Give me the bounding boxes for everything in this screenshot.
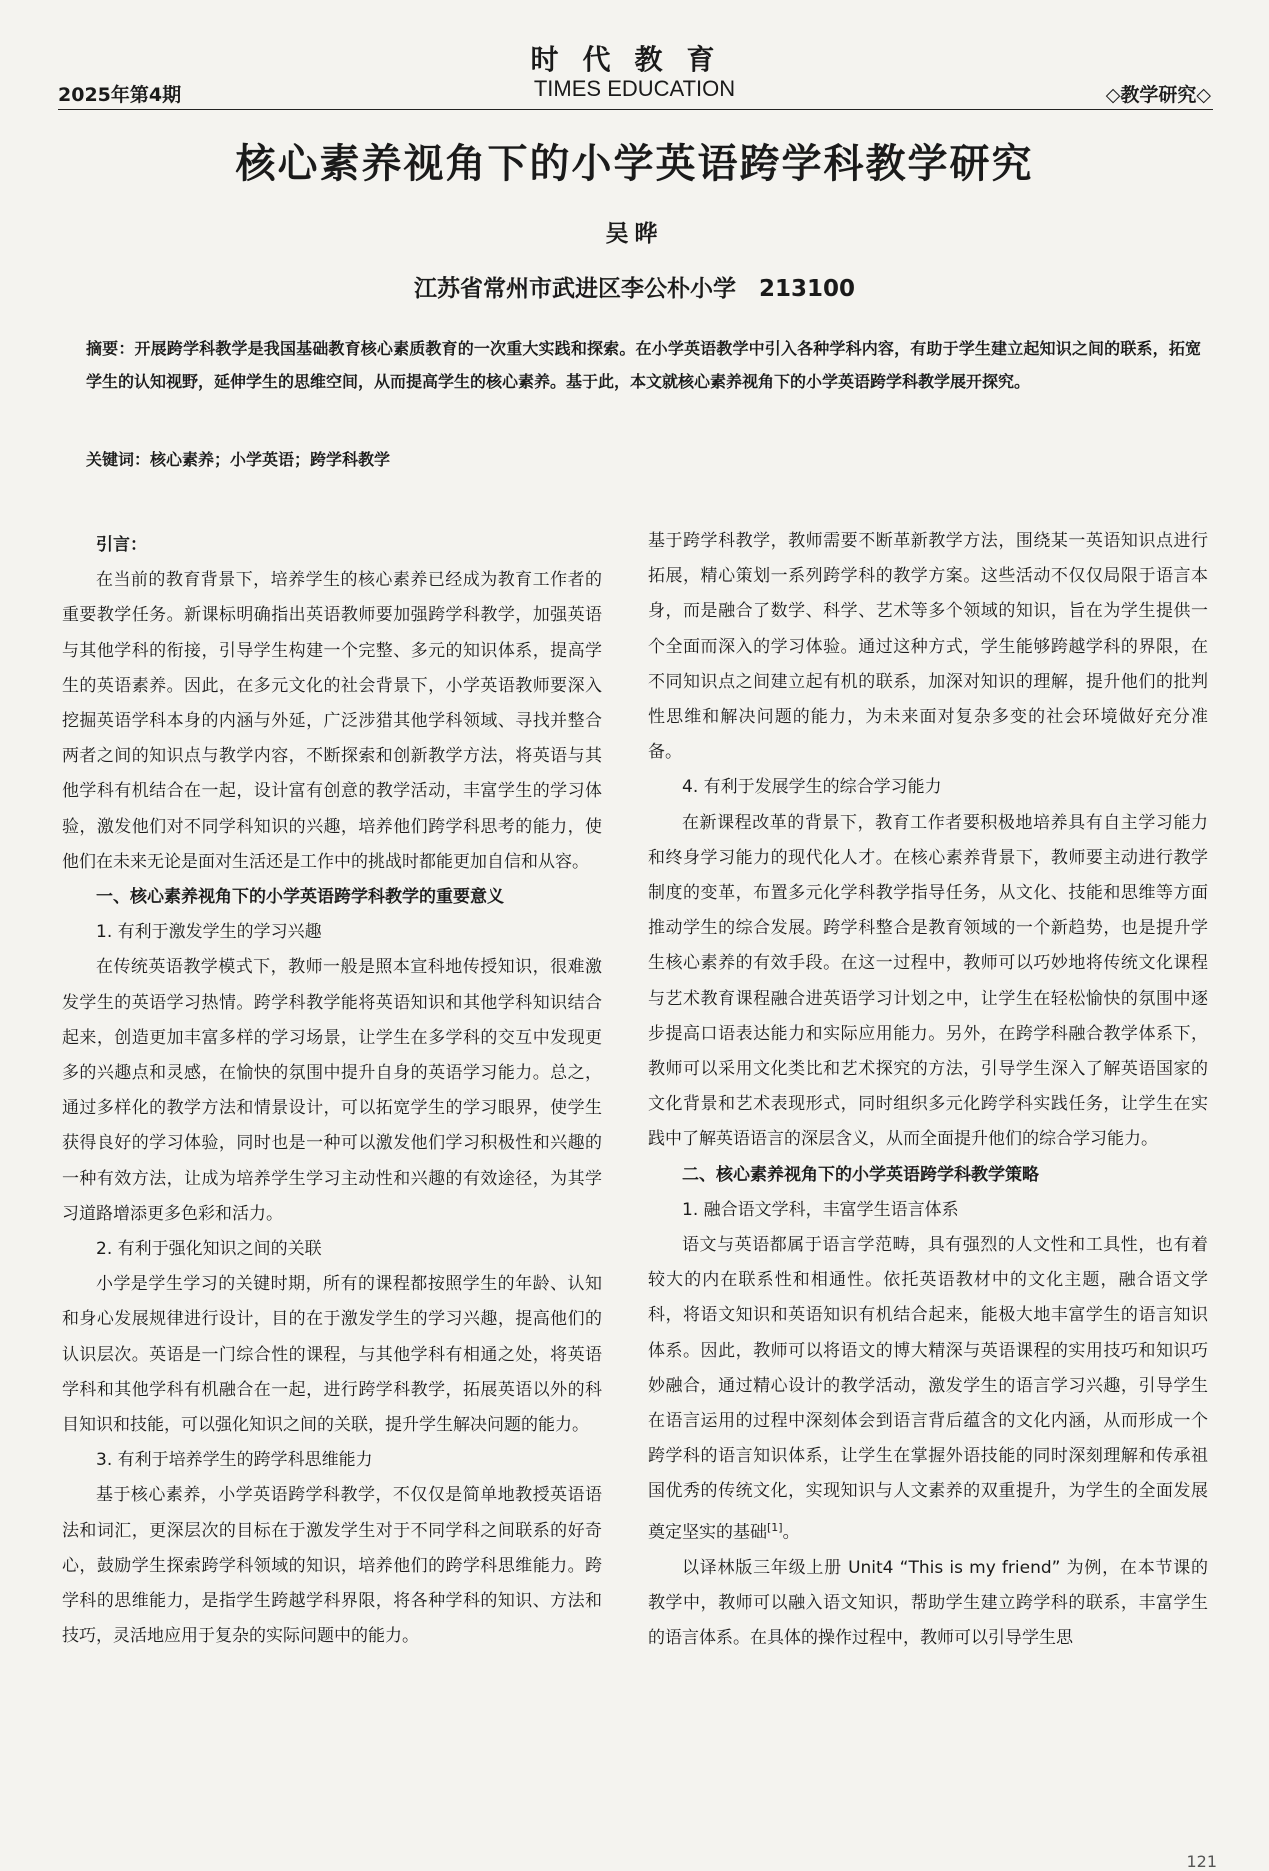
citation-ref: [1] (767, 1520, 783, 1534)
page-number: 121 (1186, 1852, 1217, 1871)
article-title: 核心素养视角下的小学英语跨学科教学研究 (235, 141, 1034, 187)
paragraph-5-text: 语文与英语都属于语言学范畴，具有强烈的人文性和工具性，也有着较大的内在联系性和相通性。依托英语教材中的文化主题，融合语文学科，将语文知识和英语知识有机结合起来，能极大地丰富学生的语言知识体系。因此，教师可以将语文的博大精深与英语课程的实用技巧和知识巧妙融合，通过精心设计的教学活动，激发学生的语言学习兴趣，引导学生在语言运用的过程中深刻体会到语言背后蕴含的文化内涵，从而形成一个跨学科的语言知识体系，让学生在掌握外语技能的同时深刻理解和传承祖国优秀的传统文化，实现知识与人文素养的双重提升，为学生的全面发展奠定坚实的基础 (648, 1235, 1208, 1543)
paragraph-5-end: 。 (782, 1522, 800, 1543)
page-header (0, 0, 1269, 110)
paragraph-3: 基于核心素养，小学英语跨学科教学，不仅仅是简单地教授英语语法和词汇，更深层次的目标在于激发学生对于不同学科之间联系的好奇心，鼓励学生探索跨学科领域的知识，培养他们的跨学科思维能力。跨学科的思维能力，是指学生跨越学科界限，将各种学科的知识、方法和技巧，灵活地应用于复杂的实际问题中的能力。 (62, 1485, 602, 1647)
intro-label: 引言： (96, 535, 147, 555)
paragraph-6: 以译林版三年级上册 Unit4 “This is my friend” 为例，在本节课的教学中，教师可以融入语文知识，帮助学生建立跨学科的联系，丰富学生的语言体系。在具体的操作过程中，教师可以引导学生思 (648, 1557, 1208, 1648)
subheading-4: 4. 有利于发展学生的综合学习能力 (682, 777, 942, 798)
subheading-3: 3. 有利于培养学生的跨学科思维能力 (96, 1450, 373, 1471)
paragraph-1: 在传统英语教学模式下，教师一般是照本宣科地传授知识，很难激发学生的英语学习热情。跨学科教学能将英语知识和其他学科知识结合起来，创造更加丰富多样的学习场景，让学生在多学科的交互中发现更多的兴趣点和灵感，在愉快的氛围中提升自身的英语学习能力。总之，通过多样化的教学方法和情景设计，可以拓宽学生的学习眼界，使学生获得良好的学习体验，同时也是一种可以激发他们学习积极性和兴趣的一种有效方法，让成为培养学生学习主动性和兴趣的有效途径，为其学习道路增添更多色彩和活力。 (62, 957, 602, 1224)
issue-label: 2025年第4期 (58, 84, 182, 106)
journal-name-en: TIMES EDUCATION (533, 76, 736, 101)
section-heading-1: 一、核心素养视角下的小学英语跨学科教学的重要意义 (96, 887, 504, 908)
subheading-1: 1. 有利于激发学生的学习兴趣 (96, 922, 322, 943)
section-heading-2: 二、核心素养视角下的小学英语跨学科教学策略 (682, 1164, 1039, 1185)
paragraph-5 (648, 1228, 1208, 1550)
right-column (648, 524, 1208, 1656)
left-column (62, 528, 602, 1655)
header-rule (58, 109, 1213, 110)
paragraph-4: 在新课程改革的背景下，教育工作者要积极地培养具有自主学习能力和终身学习能力的现代化人才。在核心素养背景下，教师要主动进行教学制度的变革，布置多元化学科教学指导任务，从文化、技能和思维等方面推动学生的综合发展。跨学科整合是教育领域的一个新趋势，也是提升学生核心素养的有效手段。在这一过程中，教师可以巧妙地将传统文化课程与艺术教育课程融合进英语学习计划之中，让学生在轻松愉快的氛围中逐步提高口语表达能力和实际应用能力。另外，在跨学科融合教学体系下，教师可以采用文化类比和艺术探究的方法，引导学生深入了解英语国家的文化背景和艺术表现形式，同时组织多元化跨学科实践任务，让学生在实践中了解英语语言的深层含义，从而全面提升他们的综合学习能力。 (648, 812, 1208, 1150)
subheading-5: 1. 融合语文学科，丰富学生语言体系 (682, 1199, 959, 1220)
subheading-2: 2. 有利于强化知识之间的关联 (96, 1239, 322, 1260)
author-affiliation: 江苏省常州市武进区李公朴小学 213100 (413, 276, 856, 302)
intro-paragraph: 在当前的教育背景下，培养学生的核心素养已经成为教育工作者的重要教学任务。新课标明确指出英语教师要加强跨学科教学，加强英语与其他学科的衔接，引导学生构建一个完整、多元的知识体系，提高学生的英语素养。因此，在多元文化的社会背景下，小学英语教师要深入挖掘英语学科本身的内涵与外延，广泛涉猎其他学科领域、寻找并整合两者之间的知识点与教学内容，不断探索和创新教学方法，将英语与其他学科有机结合在一起，设计富有创意的教学活动，丰富学生的学习体验，激发他们对不同学科知识的兴趣，培养他们跨学科思考的能力，使他们在未来无论是面对生活还是工作中的挑战时都能更加自信和从容。 (62, 570, 602, 872)
column-label: ◇教学研究◇ (1105, 84, 1211, 106)
abstract: 摘要：开展跨学科教学是我国基础教育核心素质教育的一次重大实践和探索。在小学英语教学中引入各种学科内容，有助于学生建立起知识之间的联系，拓宽学生的认知视野，延伸学生的思维空间，从而提高学生的核心素养。基于此，本文就核心素养视角下的小学英语跨学科教学展开探究。 (86, 339, 1201, 391)
journal-name-cn: 时代教育 (530, 43, 739, 76)
paragraph-2: 小学是学生学习的关键时期，所有的课程都按照学生的年龄、认知和身心发展规律进行设计，目的在于激发学生的学习兴趣，提高他们的认识层次。英语是一门综合性的课程，与其他学科有相通之处，将英语学科和其他学科有机融合在一起，进行跨学科教学，拓展英语以外的科目知识和技能，可以强化知识之间的关联，提升学生解决问题的能力。 (62, 1274, 602, 1436)
keywords: 关键词：核心素养；小学英语；跨学科教学 (86, 450, 391, 469)
author-name: 吴晔 (605, 220, 664, 247)
paragraph-continued: 基于跨学科教学，教师需要不断革新教学方法，围绕某一英语知识点进行拓展，精心策划一系列跨学科的教学方案。这些活动不仅仅局限于语言本身，而是融合了数学、科学、艺术等多个领域的知识，旨在为学生提供一个全面而深入的学习体验。通过这种方式，学生能够跨越学科的界限，在不同知识点之间建立起有机的联系，加深对知识的理解，提升他们的批判性思维和解决问题的能力，为未来面对复杂多变的社会环境做好充分准备。 (648, 531, 1208, 763)
